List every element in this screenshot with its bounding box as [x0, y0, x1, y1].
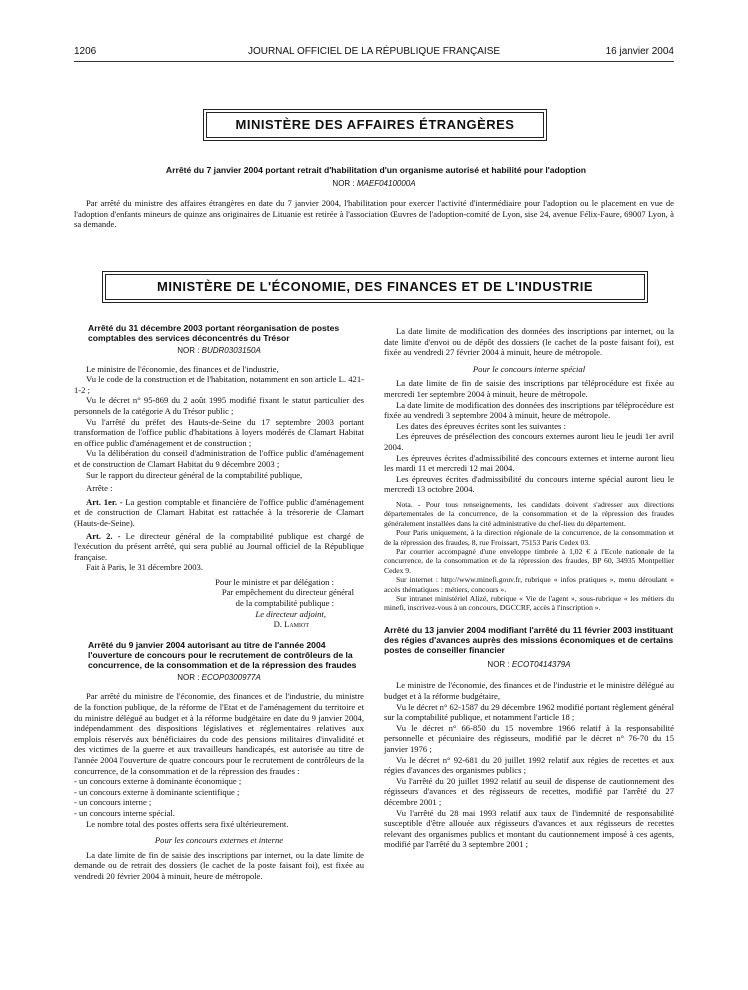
paragraph: Vu le code de la construction et de l'habitation, notamment en son article L. 421-1-2 ; [74, 374, 364, 395]
signature-name: D. Lamiot [273, 619, 309, 630]
ministry-heading-foreign-affairs: MINISTÈRE DES AFFAIRES ÉTRANGÈRES [206, 112, 544, 138]
paragraph: La date limite de modification des données des inscriptions par internet, ou la date limite d'envoi ou de dépôt des dossiers (le cachet de la poste faisant foi), est fixée au vendredi 27 février 2004 à minuit, heure de métropole. [384, 326, 674, 358]
article-text: La gestion comptable et financière de l'office public d'aménagement et de construction de Clamart Habitat est rattachée à la trésorerie de Clamart (Hauts-de-Seine). [74, 496, 364, 528]
paragraph: Vu le décret n° 95-869 du 2 août 1995 modifié fixant le statut particulier des personnels de la catégorie A du Trésor public ; [74, 395, 364, 416]
paragraph: Les épreuves de présélection des concours externes auront lieu le jeudi 1er avril 2004. [384, 431, 674, 452]
paragraph [74, 497, 364, 529]
paragraph: La date limite de modification des données des inscriptions par téléprocédure est fixée au vendredi 3 septembre 2004 à minuit, heure de métropole. [384, 399, 674, 421]
right-column [384, 326, 674, 850]
article-title: Arrêté du 31 décembre 2003 portant réorganisation de postes comptables des services déconcentrés du Trésor [88, 323, 340, 343]
nor-code: MAEF0410000A [356, 179, 416, 188]
header-rule [74, 61, 674, 62]
paragraph: Sur le rapport du directeur général de la comptabilité publique, [86, 469, 303, 480]
article-text: Le directeur général de la comptabilité publique est chargé de l'exécution du présent arrêté, qui sera publié au Journal officiel de la République française. [74, 530, 364, 562]
list-item: - un concours externe à dominante scientifique ; [74, 786, 240, 797]
ministry-heading-economy: MINISTÈRE DE L'ÉCONOMIE, DES FINANCES ET DE L'INDUSTRIE [105, 274, 645, 300]
issue-date: 16 janvier 2004 [605, 46, 674, 57]
article-body: Par arrêté du ministre des affaires étrangères en date du 7 janvier 2004, l'habilitation pour exercer l'activité d'intermédiaire pour l'adoption ou le placement en vue de l'adoption d'enfants mineurs de quinze ans originaires de Lituanie est retirée à l'association Œuvres de l'adoption-comité de Lyon, sise 24, avenue Félix-Faure, 69007 Lyon, à sa demande. [74, 198, 674, 230]
page-number: 1206 [74, 46, 97, 57]
left-column [74, 323, 364, 882]
nor-reference [74, 346, 364, 357]
nor-label: NOR : [177, 672, 202, 682]
nota-paragraph: Pour Paris uniquement, à la direction régionale de la concurrence, de la consommation et de la répression des fraudes, 8, rue Froissart, 75153 Paris Cedex 03. [384, 528, 674, 547]
paragraph: Les épreuves écrites d'admissibilité des concours externes et interne auront lieu les mardi 11 et mercredi 12 mai 2004. [384, 452, 674, 474]
paragraph: La date limite de fin de saisie des inscriptions par téléprocédure est fixée au mercredi 1er septembre 2004 à minuit, heure de métropole. [384, 378, 674, 399]
paragraph: Vu l'arrêté du 28 mai 1993 relatif aux taux de l'indemnité de responsabilité susceptible d'être allouée aux régisseurs d'avances et aux régisseurs de recettes relevant des organismes publics et montant du cautionnement imposé à ces agents, modifié par l'arrêté du 3 septembre 2001 ; [384, 807, 674, 850]
paragraph: Par arrêté du ministre de l'économie, des finances et de l'industrie, du ministre de la fonction publique, de la réforme de l'Etat et de l'aménagement du territoire et du ministre délégué au budget et à la réforme budgétaire en date du 9 janvier 2004, indépendamment des dispositions législatives et réglementaires relatives aux emplois réservés aux bénéficiaires du code des pensions militaires d'invalidité et des victimes de la guerre et aux travailleurs handicapés, est autorisée au titre de l'année 2004 l'ouverture de quatre concours pour le recrutement de contrôleurs de la concurrence, de la consommation et de la répression des fraudes : [74, 691, 364, 776]
nor-reference [74, 673, 364, 684]
journal-title: JOURNAL OFFICIEL DE LA RÉPUBLIQUE FRANÇAISE [247, 46, 501, 57]
paragraph: Vu la délibération du conseil d'administration de l'office public d'aménagement et de construction de Clamart Habitat du 9 décembre 2003 ; [74, 448, 364, 469]
nor-reference [384, 660, 674, 671]
nor-label: NOR : [487, 659, 512, 669]
page-header [74, 46, 674, 60]
subheading: Pour les concours externes et interne [154, 835, 284, 846]
paragraph: Arrête : [86, 483, 113, 494]
paragraph: Vu l'arrêté du préfet des Hauts-de-Seine du 17 septembre 2003 portant transformation de l'office public d'habitations à loyers modérés de Clamart Habitat en office public d'aménagement et de construction ; [74, 416, 364, 448]
nor-label: NOR : [177, 346, 202, 355]
nor-label: NOR : [332, 179, 357, 188]
signature-line: Le directeur adjoint, [255, 608, 326, 619]
nor-code: ECOT0414379A [511, 659, 571, 669]
subheading: Pour le concours interne spécial [472, 363, 586, 374]
nor-code: ECOP0300977A [201, 672, 261, 682]
paragraph: Le ministre de l'économie, des finances et de l'industrie et le ministre délégué au budget et à la réforme budgétaire, [384, 680, 674, 701]
paragraph: La date limite de fin de saisie des inscriptions par internet, ou la date limite de demande ou de retrait des dossiers (le cachet de la poste faisant foi), est fixée au vendredi 20 février 2004 à minuit, heure de métropole. [74, 849, 364, 881]
nota-paragraph: Par courrier accompagné d'une enveloppe timbrée à 1,02 € à l'Ecole nationale de la concurrence, de la consommation et de la répression des fraudes, BP 60, 34935 Montpellier Cedex 9. [384, 546, 674, 575]
paragraph [74, 531, 364, 563]
nor-code: BUDR0303150A [201, 346, 261, 355]
nota-paragraph: Sur internet : http://www.minefi.gouv.fr, rubrique « infos pratiques », menu déroulant « accès thématiques : métiers, concours ». [384, 575, 674, 594]
nota-block [384, 500, 674, 613]
list-item: - un concours interne ; [74, 797, 152, 808]
paragraph: Fait à Paris, le 31 décembre 2003. [86, 562, 203, 573]
paragraph: Le nombre total des postes offerts sera fixé ultérieurement. [86, 818, 289, 829]
paragraph: Vu le décret n° 66-850 du 15 novembre 1966 relatif à la responsabilité personnelle et pécuniaire des régisseurs, modifié par le décret n° 76-70 du 15 janvier 1976 ; [384, 722, 674, 754]
paragraph: Vu l'arrêté du 20 juillet 1992 relatif au seuil de dispense de cautionnement des régisseurs d'avances et des régisseurs de recettes, modifié par l'arrêté du 27 décembre 2001 ; [384, 775, 674, 807]
list-item: - un concours interne spécial. [74, 807, 175, 818]
paragraph: Les épreuves écrites d'admissibilité du concours interne spécial auront lieu le mercredi 13 octobre 2004. [384, 473, 674, 495]
paragraph: Vu le décret n° 92-681 du 20 juillet 1992 relatif aux régies de recettes et aux régies d'avances des organismes publics ; [384, 754, 674, 776]
paragraph: Les dates des épreuves écrites sont les suivantes : [396, 420, 566, 431]
article-label: Art. 1er. - [86, 496, 123, 507]
paragraph: Vu le décret n° 62-1587 du 29 décembre 1962 modifié portant règlement général sur la comptabilité publique, et notamment l'article 18 ; [384, 701, 674, 723]
signature-line: Pour le ministre et par délégation : [215, 576, 334, 587]
article-label: Art. 2. - [86, 530, 121, 541]
nota-paragraph: Sur intranet ministériel Alizé, rubrique « Vie de l'agent », sous-rubrique « les métiers du minefi, inscrivez-vous à un concours, DGCCRF, accès à l'inscription ». [384, 593, 674, 613]
signature-line: Par empêchement du directeur général [221, 587, 354, 598]
article-title: Arrêté du 7 janvier 2004 portant retrait d'habilitation d'un organisme autorisé et habilité pour l'adoption [165, 165, 587, 175]
nota-paragraph: Nota. - Pour tous renseignements, les candidats doivent s'adresser aux directions départementales de la concurrence, de la consommation et de la répression des fraudes généralement installées dans la cité administrative du chef-lieu du département. [384, 499, 674, 528]
nor-reference [74, 179, 674, 188]
article-title: Arrêté du 9 janvier 2004 autorisant au titre de l'année 2004 l'ouverture de concours pour le recrutement de contrôleurs de la concurrence, de la consommation et de la répression des fraudes [88, 639, 357, 670]
paragraph: Le ministre de l'économie, des finances et de l'industrie, [86, 363, 279, 374]
article-title: Arrêté du 13 janvier 2004 modifiant l'arrêté du 11 février 2003 instituant des régies d'avances auprès des missions économiques et de certains postes de conseiller financier [384, 624, 674, 655]
signature-line: de la comptabilité publique : [235, 598, 334, 609]
list-item: - un concours externe à dominante économique ; [74, 776, 242, 787]
